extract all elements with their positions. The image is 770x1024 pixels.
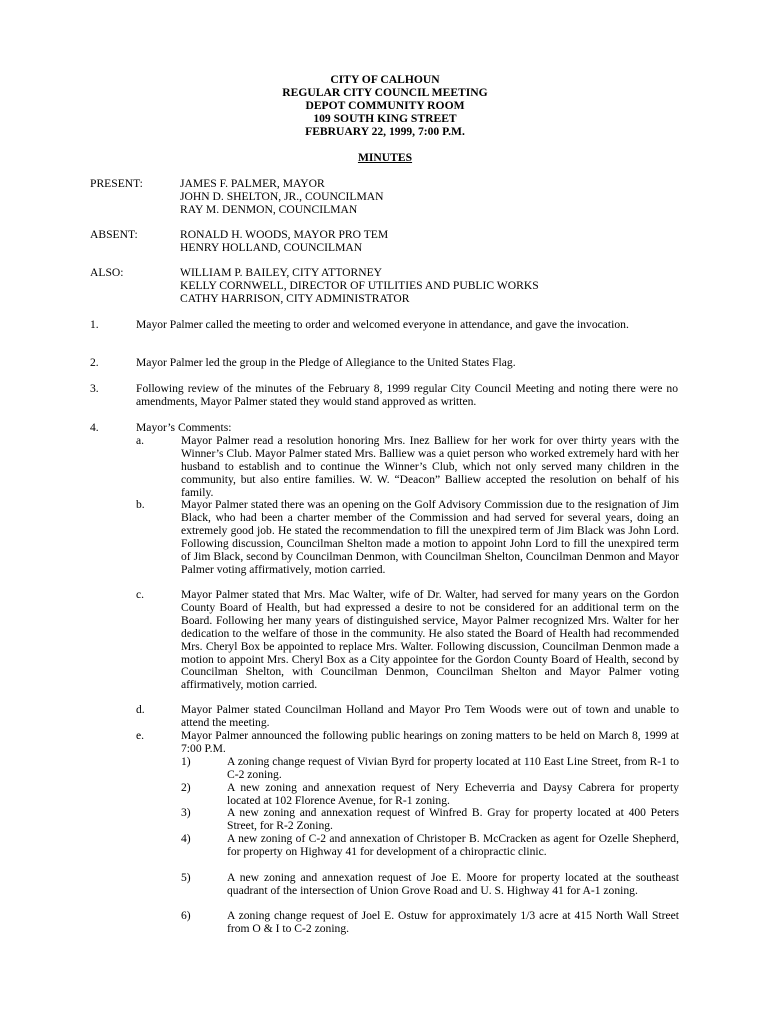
item-text: Following review of the minutes of the February 8, 1999 regular City Council Meeting and noting there were no amendments, Mayor Palmer stated they would stand approved as written. [136, 382, 678, 408]
header-date: FEBRUARY 22, 1999, 7:00 P.M. [305, 124, 465, 138]
hearing-number: 1) [181, 755, 191, 768]
header-address: 109 SOUTH KING STREET [313, 111, 457, 125]
item-text: Mayor Palmer called the meeting to order and welcomed everyone in attendance, and gave the invocation. [136, 318, 629, 331]
hearing-text: A zoning change request of Joel E. Ostuw for approximately 1/3 acre at 415 North Wall Street from O & I to C-2 zoning. [227, 909, 679, 935]
hearing-number: 5) [181, 871, 191, 884]
comment-text: Mayor Palmer stated Councilman Holland and Mayor Pro Tem Woods were out of town and unable to attend the meeting. [181, 703, 679, 729]
comment-letter: e. [136, 729, 145, 742]
hearing-text: A new zoning and annexation request of Winfred B. Gray for property located at 400 Peters Street, for R-2 Zoning. [227, 806, 679, 832]
staff-member: WILLIAM P. BAILEY, CITY ATTORNEY [180, 266, 383, 279]
also-names [180, 267, 539, 306]
comment-letter: c. [136, 588, 145, 601]
staff-member: CATHY HARRISON, CITY ADMINISTRATOR [180, 291, 410, 305]
present-names [180, 178, 384, 217]
item-text: Mayor’s Comments: [136, 421, 232, 434]
comment-letter: b. [136, 498, 145, 511]
hearing-text: A new zoning and annexation request of Nery Echeverria and Daysy Cabrera for property located at 102 Florence Avenue, for R-1 zoning. [227, 781, 679, 807]
item-number: 1. [90, 318, 99, 331]
item-text: Mayor Palmer led the group in the Pledge of Allegiance to the United States Flag. [136, 356, 516, 369]
item-number: 4. [90, 421, 99, 434]
absentee: RONALD H. WOODS, MAYOR PRO TEM [180, 228, 389, 241]
comment-text: Mayor Palmer read a resolution honoring Mrs. Inez Balliew for her work for over thirty years with the Winner’s Club. Mayor Palmer stated Mrs. Balliew was a quiet person who worked extremely hard with her husband to establish and to continue the Winner’s Club, which not only served many children in the community, but also entire families. W. W. “Deacon” Balliew accepted the resolution on behalf of his family. [181, 434, 679, 499]
hearing-text: A new zoning of C-2 and annexation of Christoper B. McCracken as agent for Ozelle Shepherd, for property on Highway 41 for development of a chiropractic clinic. [227, 832, 679, 858]
hearing-number: 4) [181, 832, 191, 845]
absent-label: ABSENT: [90, 228, 138, 241]
hearing-number: 6) [181, 909, 191, 922]
item-number: 2. [90, 356, 99, 369]
comment-text: Mayor Palmer stated there was an opening on the Golf Advisory Commission due to the resignation of Jim Black, who had been a charter member of the Commission and had served for several years, doing an extremely good job. He stated the recommendation to fill the unexpired term of Jim Black was John Lord. Following discussion, Councilman Shelton made a motion to appoint John Lord to fill the unexpired term of Jim Black, second by Councilman Denmon, with Councilman Shelton, Councilman Denmon and Mayor Palmer voting affirmatively, motion carried. [181, 498, 679, 576]
attendee: JAMES F. PALMER, MAYOR [180, 177, 325, 190]
comment-letter: d. [136, 703, 145, 716]
header-city: CITY OF CALHOUN [330, 73, 440, 86]
item-number: 3. [90, 382, 99, 395]
staff-member: KELLY CORNWELL, DIRECTOR OF UTILITIES AND PUBLIC WORKS [180, 278, 539, 292]
comment-letter: a. [136, 434, 145, 447]
hearing-text: A zoning change request of Vivian Byrd for property located at 110 East Line Street, from R-1 to C-2 zoning. [227, 755, 679, 781]
also-label: ALSO: [90, 266, 124, 279]
hearing-text: A new zoning and annexation request of Joe E. Moore for property located at the southeast quadrant of the intersection of Union Grove Road and U. S. Highway 41 for A-1 zoning. [227, 871, 679, 897]
absent-names [180, 229, 388, 255]
header-meeting: REGULAR CITY COUNCIL MEETING [282, 85, 488, 99]
minutes-title: MINUTES [357, 151, 413, 164]
attendee: JOHN D. SHELTON, JR., COUNCILMAN [180, 189, 384, 203]
hearing-number: 3) [181, 806, 191, 819]
comment-text: Mayor Palmer stated that Mrs. Mac Walter, wife of Dr. Walter, had served for many years on the Gordon County Board of Health, but had expressed a desire to not be considered for an additional term on the Board. Following her many years of distinguished service, Mayor Palmer recognized Mrs. Walter for her dedication to the welfare of those in the community. He also stated the Board of Health had recommended Mrs. Cheryl Box be appointed to replace Mrs. Walter. Following discussion, Councilman Denmon made a motion to appoint Mrs. Cheryl Box as a City appointee for the Gordon County Board of Health, second by Councilman Shelton, with Councilman Denmon, Councilman Shelton and Mayor Palmer voting affirmatively, motion carried. [181, 588, 679, 692]
comment-text: Mayor Palmer announced the following public hearings on zoning matters to be held on March 8, 1999 at 7:00 P.M. [181, 729, 679, 755]
hearing-number: 2) [181, 781, 191, 794]
document-header [0, 74, 770, 138]
attendee: RAY M. DENMON, COUNCILMAN [180, 202, 358, 216]
absentee: HENRY HOLLAND, COUNCILMAN [180, 240, 363, 254]
present-label: PRESENT: [90, 177, 143, 190]
header-location: DEPOT COMMUNITY ROOM [305, 98, 465, 112]
